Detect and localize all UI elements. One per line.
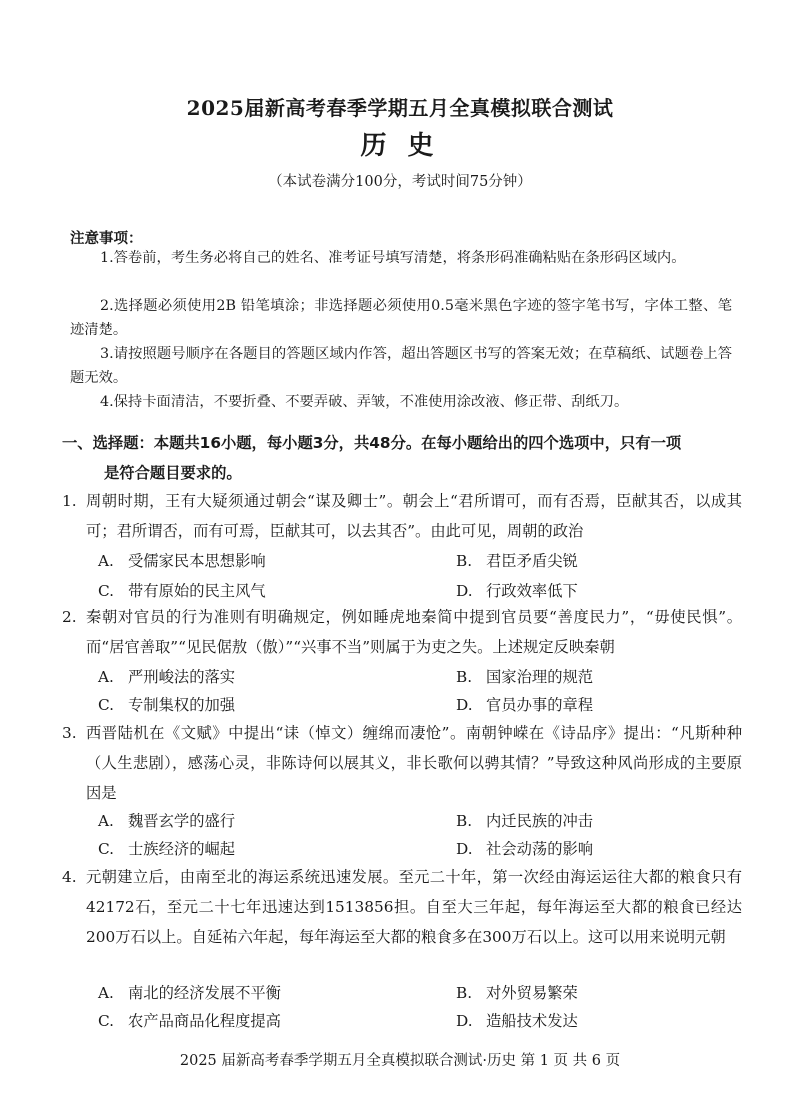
option-text: 官员办事的章程 <box>486 696 594 714</box>
question-number: 4. <box>62 868 77 886</box>
option-2D <box>456 690 593 720</box>
option-key: D. <box>456 1012 473 1030</box>
option-text: 国家治理的规范 <box>486 668 594 686</box>
option-text: 对外贸易繁荣 <box>486 984 578 1002</box>
option-key: B. <box>456 812 473 830</box>
option-2B <box>456 662 593 692</box>
option-key: C. <box>98 840 115 858</box>
notice-item-1: 1.答卷前，考生务必将自己的姓名、准考证号填写清楚，将条形码准确粘贴在条形码区域内。 <box>100 250 686 266</box>
option-3D <box>456 834 593 864</box>
question-stem: 周朝时期，王有大疑须通过朝会“谋及卿士”。朝会上“君所谓可，而有否焉，臣献其否，以成其可；君所谓否，而有可焉，臣献其可，以去其否”。由此可见，周朝的政治 <box>86 492 742 540</box>
notice-heading: 注意事项： <box>70 231 143 247</box>
question-number: 3. <box>62 724 77 742</box>
option-key: C. <box>98 1012 115 1030</box>
exam-info: （本试卷满分100分，考试时间75分钟） <box>268 174 532 190</box>
option-text: 造船技术发达 <box>486 1012 578 1030</box>
option-key: A. <box>98 668 114 686</box>
section-heading-line1: 一、选择题：本题共16小题，每小题3分，共48分。在每小题给出的四个选项中，只有一项 <box>62 434 682 452</box>
option-text: 严刑峻法的落实 <box>128 668 236 686</box>
option-text: 南北的经济发展不平衡 <box>128 984 281 1002</box>
option-key: D. <box>456 696 473 714</box>
section-heading <box>62 428 742 488</box>
option-text: 专制集权的加强 <box>128 696 236 714</box>
option-2C <box>98 690 235 720</box>
option-key: D. <box>456 840 473 858</box>
option-4D <box>456 1006 578 1036</box>
option-3A <box>98 806 235 836</box>
section-heading-line2: 是符合题目要求的。 <box>104 464 242 482</box>
option-text: 受儒家民本思想影响 <box>128 552 266 570</box>
question-stem: 秦朝对官员的行为准则有明确规定，例如睡虎地秦简中提到官员要“善度民力”，“毋使民惧”。而“居官善取”“见民倨敖（傲）”“兴事不当”则属于为吏之失。上述规定反映秦朝 <box>86 608 742 656</box>
option-text: 带有原始的民主风气 <box>128 582 266 600</box>
option-key: B. <box>456 668 473 686</box>
question-stem: 元朝建立后，由南至北的海运系统迅速发展。至元二十年，第一次经由海运运往大都的粮食只有42172石，至元二十七年迅速达到1513856担。自至大三年起，每年海运至大都的粮食已经达200万石以上。自延祐六年起，每年海运至大都的粮食多在300万石以上。这可以用来说明元朝 <box>86 868 742 946</box>
question-number: 1. <box>62 492 77 510</box>
option-text: 社会动荡的影响 <box>486 840 594 858</box>
option-key: A. <box>98 812 114 830</box>
question-3 <box>62 718 742 808</box>
question-1 <box>62 486 742 546</box>
question-2 <box>62 602 742 662</box>
option-text: 魏晋玄学的盛行 <box>128 812 236 830</box>
question-4 <box>62 862 742 952</box>
option-3C <box>98 834 235 864</box>
exam-title: 2025届新高考春季学期五月全真模拟联合测试 <box>186 96 614 120</box>
option-text: 内迁民族的冲击 <box>486 812 594 830</box>
notice-item-3: 3.请按照题号顺序在各题目的答题区域内作答，超出答题区书写的答案无效；在草稿纸、试题卷上答题无效。 <box>70 346 732 386</box>
option-4A <box>98 978 281 1008</box>
option-1A <box>98 546 266 576</box>
question-number: 2. <box>62 608 77 626</box>
notice-item-4: 4.保持卡面清洁，不要折叠、不要弄破、弄皱，不准使用涂改液、修正带、刮纸刀。 <box>100 394 629 410</box>
option-text: 行政效率低下 <box>486 582 578 600</box>
option-2A <box>98 662 235 692</box>
notice-item-2: 2.选择题必须使用2B 铅笔填涂；非选择题必须使用0.5毫米黑色字迹的签字笔书写，字体工整、笔迹清楚。 <box>70 298 732 338</box>
subject-title: 历 史 <box>360 131 440 161</box>
page-footer: 2025 届新高考春季学期五月全真模拟联合测试·历史 第 1 页 共 6 页 <box>179 1053 621 1069</box>
option-key: B. <box>456 984 473 1002</box>
option-key: B. <box>456 552 473 570</box>
option-key: C. <box>98 696 115 714</box>
option-key: A. <box>98 552 114 570</box>
option-3B <box>456 806 593 836</box>
option-key: D. <box>456 582 473 600</box>
question-stem: 西晋陆机在《文赋》中提出“诔（悼文）缠绵而凄怆”。南朝钟嵘在《诗品序》提出：“凡斯种种（人生悲剧），感荡心灵，非陈诗何以展其义，非长歌何以骋其情？”导致这种风尚形成的主要原因是 <box>86 724 742 802</box>
option-1B <box>456 546 578 576</box>
option-key: C. <box>98 582 115 600</box>
option-key: A. <box>98 984 114 1002</box>
option-4C <box>98 1006 281 1036</box>
option-text: 士族经济的崛起 <box>128 840 236 858</box>
option-text: 君臣矛盾尖锐 <box>486 552 578 570</box>
option-text: 农产品商品化程度提高 <box>128 1012 281 1030</box>
option-4B <box>456 978 578 1008</box>
